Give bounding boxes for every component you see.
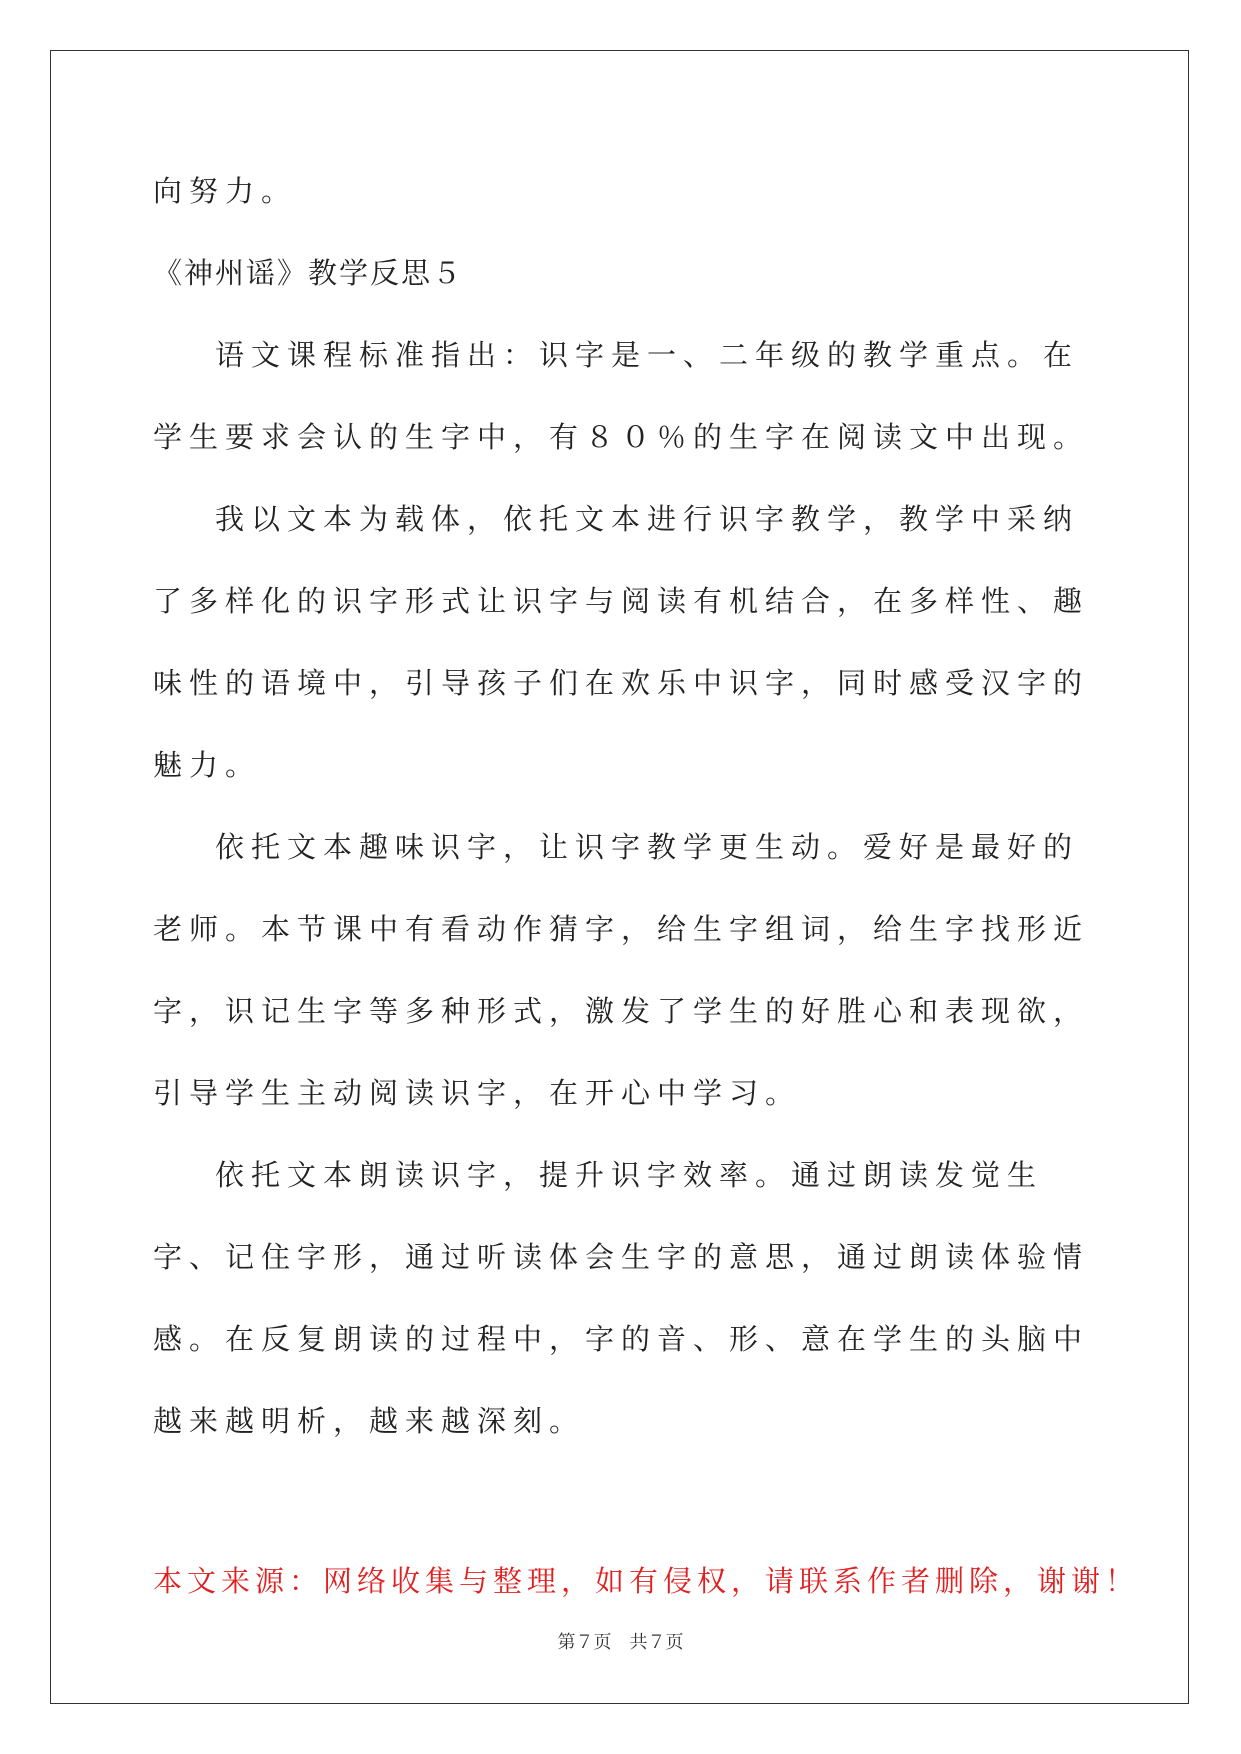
- document-body: [153, 150, 1140, 1651]
- page-footer: 第７页 共７页: [557, 1632, 684, 1653]
- paragraph: 语文课程标准指出：识字是一、二年级的教学重点。在学生要求会认的生字中，有８０％的生字在阅读文中出现。: [153, 338, 1090, 454]
- paragraph: 依托文本趣味识字，让识字教学更生动。爱好是最好的老师。本节课中有看动作猜字，给生字组词，给生字找形近字，识记生字等多种形式，激发了学生的好胜心和表现欲，引导学生主动阅读识字，在开心中学习。: [153, 830, 1090, 1110]
- paragraph: 依托文本朗读识字，提升识字效率。通过朗读发觉生字、记住字形，通过听读体会生字的意思，通过朗读体验情感。在反复朗读的过程中，字的音、形、意在学生的头脑中越来越明析，越来越深刻。: [153, 1158, 1090, 1438]
- section-title: 《神州谣》教学反思５: [153, 256, 464, 290]
- source-note: 本文来源：网络收集与整理，如有侵权，请联系作者删除，谢谢！: [153, 1564, 1140, 1598]
- continuation-line: 向努力。: [153, 174, 298, 208]
- paragraph: 我以文本为载体，依托文本进行识字教学，教学中采纳了多样化的识字形式让识字与阅读有机结合，在多样性、趣味性的语境中，引导孩子们在欢乐中识字，同时感受汉字的魅力。: [153, 502, 1090, 782]
